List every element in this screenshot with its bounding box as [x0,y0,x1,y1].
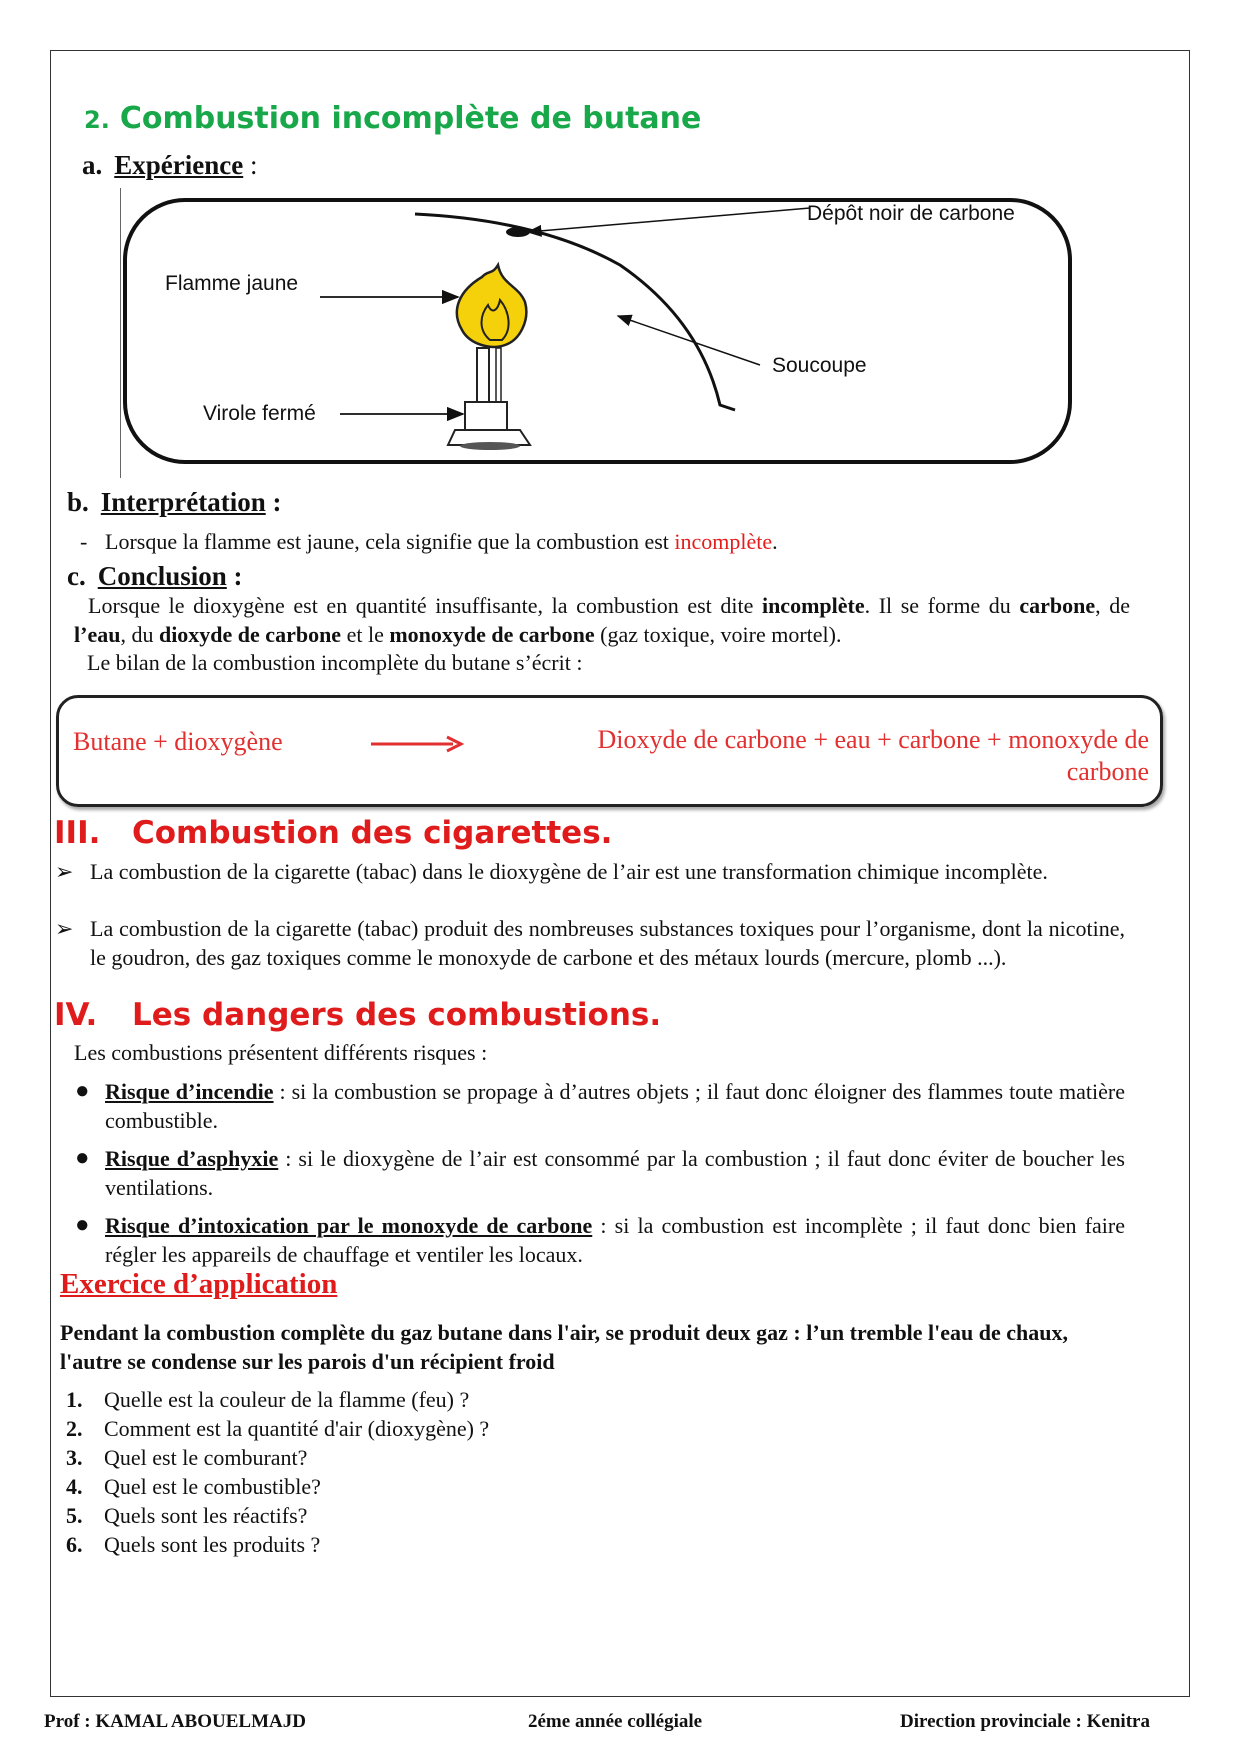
arrow-bullet-icon: ➢ [55,859,74,884]
footer-author: Prof : KAMAL ABOUELMAJD [44,1711,306,1732]
interpretation-dash: - [80,529,88,554]
question-number: 4. [66,1474,83,1499]
cigarette-bullet-1 [55,857,1125,886]
footer-direction: Direction provinciale : Kenitra [900,1711,1150,1732]
conclusion-p1-e: , de [1095,593,1131,618]
section-2-number: 2. [84,106,110,134]
equation-products [359,724,1149,788]
question-item [66,1414,489,1443]
risk-asphyxia-title: Risque d’asphyxie [105,1146,279,1171]
conclusion-p1-j: monoxyde de carbone [389,622,595,647]
arrow-depot [528,208,810,232]
exercise-intro: Pendant la combustion complète du gaz butane dans l'air, se produit deux gaz : l’un tremble l'eau de chaux, l'autre se condense sur les parois d'un récipient froid [60,1320,1069,1374]
label-flamme: Flamme jaune [165,272,299,295]
section-4-title: Les dangers des combustions. [132,997,662,1033]
equation-products-line2: carbone [1066,757,1149,786]
interpretation-text-after: . [772,529,778,554]
carbon-deposit-mark [506,227,530,237]
equation-products-line1: Dioxyde de carbone + eau + carbone + monoxyde de [597,725,1149,754]
label-soucoupe: Soucoupe [772,354,867,377]
section-4-roman: IV. [54,997,98,1033]
conclusion-p1-i: et le [341,622,390,647]
question-text: Quelle est la couleur de la flamme (feu) ? [104,1387,470,1412]
interpretation-text [80,527,778,556]
section-3-title: Combustion des cigarettes. [132,815,613,851]
cigarette-bullet-1-text: La combustion de la cigarette (tabac) dans le dioxygène de l’air est une transformation chimique incomplète. [90,859,1048,884]
question-number: 6. [66,1532,83,1557]
risk-asphyxia-text: : si le dioxygène de l’air est consommé par la combustion ; il faut donc éviter de boucher les ventilations. [105,1146,1125,1200]
cigarette-bullet-2-text: La combustion de la cigarette (tabac) produit des nombreuses substances toxiques pour l’organisme, dont la nicotine, le goudron, des gaz toxiques comme le monoxyde de carbone et des métaux lourds (mercure, plomb ...). [90,916,1125,970]
section-2-heading [84,101,701,136]
burner-foot [460,442,520,450]
conclusion-bilan: Le bilan de la combustion incomplète du butane s’écrit : [87,650,583,675]
risk-item-fire [75,1077,1125,1135]
burner-collar [465,402,507,430]
section-3-heading [54,815,612,851]
interpretation-text-before: Lorsque la flamme est jaune, cela signifie que la combustion est [105,529,675,554]
interpretation-text-red: incomplète [674,529,773,554]
conclusion-p1-b: incomplète [761,593,865,618]
question-text: Quel est le combustible? [104,1474,321,1499]
question-text: Comment est la quantité d'air (dioxygène) ? [104,1416,490,1441]
experiment-diagram [120,190,1080,480]
equation-reactants: Butane + dioxygène [73,727,283,756]
section-4-heading [54,997,661,1033]
question-text: Quels sont les produits ? [104,1532,321,1557]
interpretation-label: Interprétation [100,487,266,517]
question-number: 1. [66,1387,83,1412]
cigarette-bullet-2 [55,914,1125,972]
risk-intoxication-title: Risque d’intoxication par le monoxyde de carbone [105,1213,593,1238]
interpretation-letter: b. [67,487,89,517]
exercise-questions [66,1385,489,1559]
label-depot: Dépôt noir de carbone [807,202,1015,225]
conclusion-p1-f: l’eau [74,622,121,647]
conclusion-heading [67,561,243,592]
conclusion-letter: c. [67,561,86,591]
question-item [66,1530,489,1559]
risk-fire-title: Risque d’incendie [105,1079,274,1104]
question-number: 3. [66,1445,83,1470]
exercise-title: Exercice d’application [60,1268,338,1300]
risk-item-intoxication [75,1211,1125,1269]
section-2-title: Combustion incomplète de butane [119,101,702,136]
burner-tube [477,348,489,403]
experience-label: Expérience [114,150,244,180]
experience-letter: a. [82,150,103,180]
burner-tube-right [496,348,501,403]
question-number: 5. [66,1503,83,1528]
conclusion-suffix: : [226,561,243,591]
conclusion-p1-g: , du [120,622,159,647]
question-number: 2. [66,1416,83,1441]
question-item [66,1443,489,1472]
question-text: Quel est le comburant? [104,1445,308,1470]
conclusion-p1-a: Lorsque le dioxygène est en quantité insuffisante, la combustion est dite [88,593,762,618]
risk-item-asphyxia [75,1144,1125,1202]
section-3-roman: III. [54,815,101,851]
equation-box [56,695,1163,807]
bullet-dot-icon: ● [75,1145,90,1171]
interpretation-suffix: : [265,487,282,517]
conclusion-p1-d: carbone [1019,593,1096,618]
label-virole: Virole fermé [203,402,316,425]
experience-suffix: : [243,150,258,180]
bullet-dot-icon: ● [75,1078,90,1104]
risk-intoxication-text: : si la combustion est incomplète ; il faut donc bien faire régler les appareils de chauffage et ventiler les locaux. [105,1213,1125,1267]
question-text: Quels sont les réactifs? [104,1503,308,1528]
risk-fire-text: : si la combustion se propage à d’autres objets ; il faut donc éloigner des flammes toute matière combustible. [105,1079,1125,1133]
question-item [66,1501,489,1530]
arrow-soucoupe [618,316,760,365]
arrow-bullet-icon: ➢ [55,916,74,941]
conclusion-p1-h: dioxyde de carbone [158,622,342,647]
conclusion-paragraph [74,591,1130,649]
dangers-intro: Les combustions présentent différents risques : [74,1040,488,1065]
question-item [66,1385,489,1414]
bullet-dot-icon: ● [75,1212,90,1238]
experience-heading [82,150,257,181]
footer-level: 2éme année collégiale [528,1711,703,1732]
conclusion-p1-k: (gaz toxique, voire mortel). [594,622,842,647]
question-item [66,1472,489,1501]
conclusion-label: Conclusion [97,561,227,591]
conclusion-p1-c: . Il se forme du [864,593,1020,618]
interpretation-heading [67,487,282,518]
